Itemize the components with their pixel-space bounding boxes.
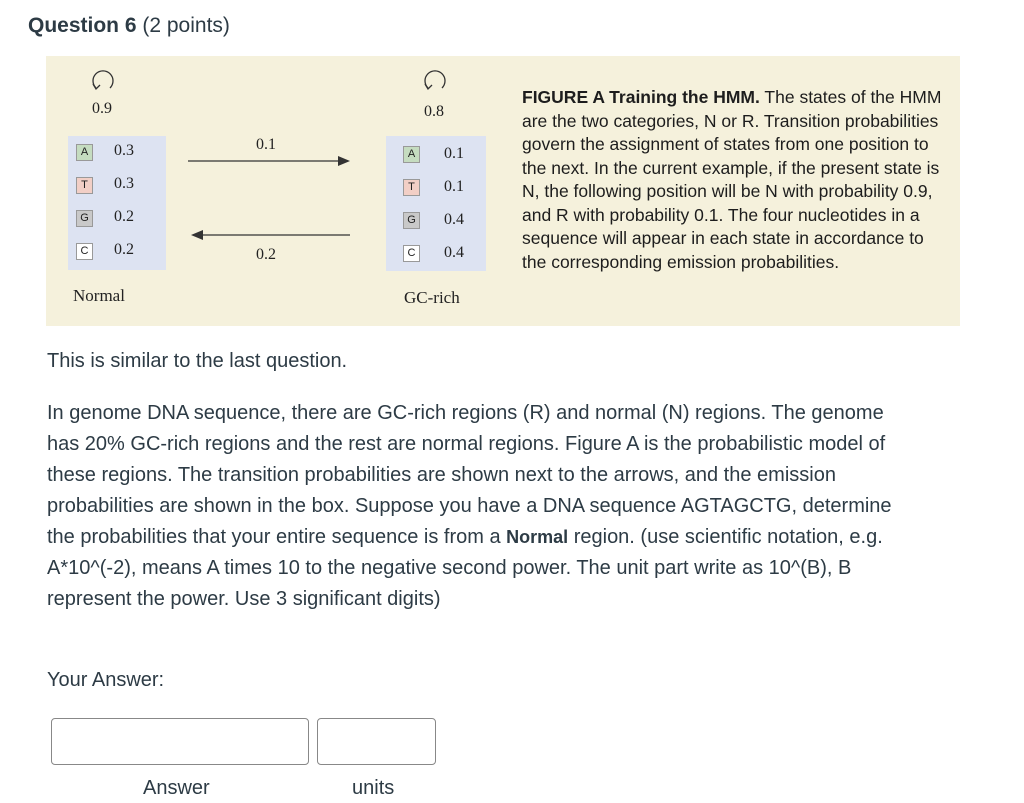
nucleotide-badge: A bbox=[403, 146, 420, 163]
question-body-end: region. (use scientific notation, e.g. A*10^(-2), means A times 10 to the negative second power. The unit part write as 10^(B), B represent the power. Use 3 significant digits) bbox=[47, 526, 883, 610]
nucleotide-badge: G bbox=[76, 210, 93, 227]
transition-r-to-n-prob: 0.2 bbox=[256, 246, 276, 263]
arrow-right-icon bbox=[188, 154, 353, 168]
gc-rich-self-loop-icon bbox=[420, 64, 450, 94]
transition-n-to-r-prob: 0.1 bbox=[256, 136, 276, 153]
gc-rich-state-label: GC-rich bbox=[404, 288, 460, 307]
caption-text: The states of the HMM are the two categories, N or R. Transition probabilities govern the assignment of states from one position to the next. In the current example, if the present state is N, the following position will be N with probability 0.9, and R with probability 0.1. The four nucleotides in a sequence will appear in each state in accordance to the corresponding emission probabilities. bbox=[522, 87, 942, 272]
question-title: Question 6 bbox=[28, 14, 137, 37]
units-input[interactable] bbox=[317, 718, 436, 765]
nucleotide-badge: T bbox=[403, 179, 420, 196]
hmm-figure bbox=[46, 56, 960, 326]
normal-emission-box bbox=[68, 136, 166, 270]
nucleotide-badge: C bbox=[403, 245, 420, 262]
normal-self-loop-prob: 0.9 bbox=[92, 100, 112, 117]
question-body bbox=[47, 398, 897, 615]
answer-input[interactable] bbox=[51, 718, 309, 765]
question-body-start: In genome DNA sequence, there are GC-rich regions (R) and normal (N) regions. The genome has 20% GC-rich regions and the rest are normal regions. Figure A is the probabilistic model of these regions. The transition probabilities are shown next to the arrows, and the emission probabilities are shown in the box. Suppose you have a DNA sequence AGTAGCTG, determine the probabilities that your entire sequence is from a bbox=[47, 402, 892, 548]
units-input-label: units bbox=[352, 777, 395, 799]
normal-state-label: Normal bbox=[73, 286, 125, 305]
emission-prob: 0.4 bbox=[444, 244, 464, 261]
answer-input-label: Answer bbox=[143, 777, 210, 799]
emission-prob: 0.1 bbox=[444, 145, 464, 162]
nucleotide-badge: G bbox=[403, 212, 420, 229]
caption-title: FIGURE A Training the HMM. bbox=[522, 87, 760, 107]
emission-prob: 0.4 bbox=[444, 211, 464, 228]
emission-prob: 0.1 bbox=[444, 178, 464, 195]
your-answer-label: Your Answer: bbox=[47, 669, 165, 691]
intro-text: This is similar to the last question. bbox=[47, 350, 348, 372]
gc-rich-self-loop-prob: 0.8 bbox=[424, 103, 444, 120]
gc-rich-emission-box bbox=[386, 136, 486, 271]
question-body-emphasis: Normal bbox=[506, 527, 569, 547]
normal-self-loop-icon bbox=[88, 64, 118, 94]
emission-prob: 0.3 bbox=[114, 142, 134, 159]
nucleotide-badge: A bbox=[76, 144, 93, 161]
emission-prob: 0.2 bbox=[114, 241, 134, 258]
question-points: (2 points) bbox=[142, 14, 230, 37]
emission-prob: 0.3 bbox=[114, 175, 134, 192]
emission-prob: 0.2 bbox=[114, 208, 134, 225]
nucleotide-badge: T bbox=[76, 177, 93, 194]
arrow-left-icon bbox=[188, 228, 353, 242]
figure-caption bbox=[522, 86, 952, 274]
question-header bbox=[28, 14, 230, 38]
nucleotide-badge: C bbox=[76, 243, 93, 260]
